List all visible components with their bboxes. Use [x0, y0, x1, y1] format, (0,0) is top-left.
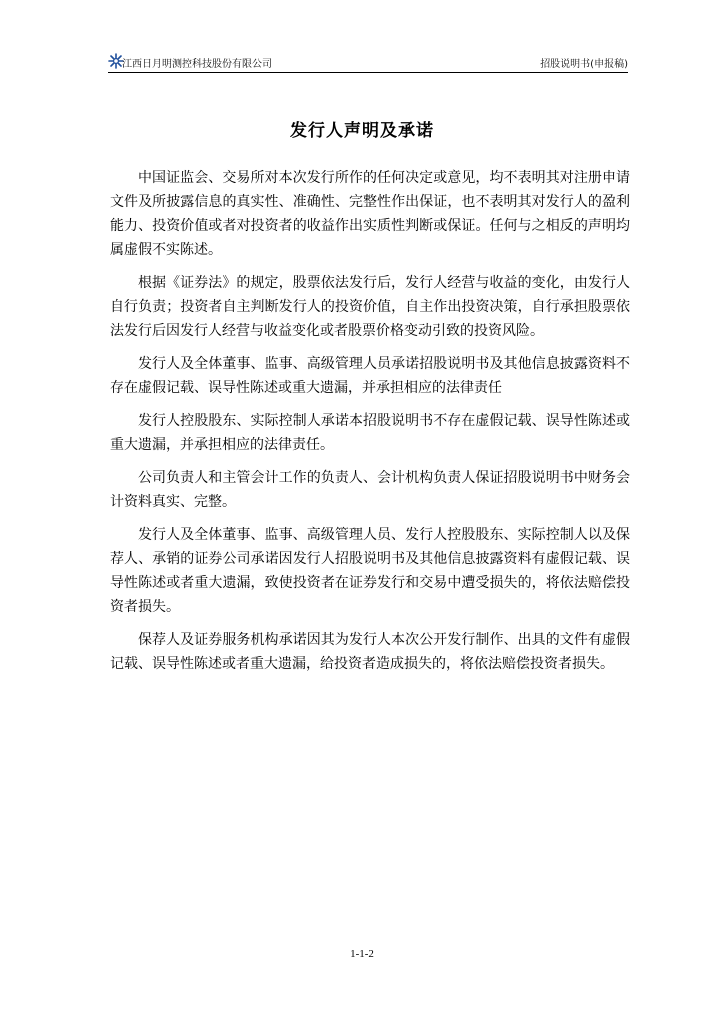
- paragraph-accounting-guarantee: 公司负责人和主管会计工作的负责人、会计机构负责人保证招股说明书中财务会计资料真实、完整。: [110, 470, 630, 510]
- page-header: [108, 50, 628, 73]
- paragraph-sponsor-commitment: 保荐人及证券服务机构承诺因其为发行人本次公开发行制作、出具的文件有虚假记载、误导性陈述或者重大遗漏，给投资者造成损失的，将依法赔偿投资者损失。: [110, 632, 630, 672]
- paragraph-regulator-disclaimer: 中国证监会、交易所对本次发行所作的任何决定或意见，均不表明其对注册申请文件及所披露信息的真实性、准确性、完整性作出保证，也不表明其对发行人的盈利能力、投资价值或者对投资者的收益作出实质性判断或保证。任何与之相反的声明均属虚假不实陈述。: [110, 170, 630, 258]
- company-name: 江西日月明测控科技股份有限公司: [122, 59, 272, 70]
- page-title: 发行人声明及承诺: [290, 121, 434, 141]
- paragraph-board-commitment: 发行人及全体董事、监事、高级管理人员承诺招股说明书及其他信息披露资料不存在虚假记载、误导性陈述或重大遗漏，并承担相应的法律责任: [110, 356, 630, 396]
- paragraph-securities-law: 根据《证券法》的规定，股票依法发行后，发行人经营与收益的变化，由发行人自行负责；投资者自主判断发行人的投资价值，自主作出投资决策，自行承担股票依法发行后因发行人经营与收益变化或者股票价格变动引致的投资风险。: [110, 275, 630, 339]
- document-type: 招股说明书(申报稿): [540, 59, 628, 70]
- page-number: 1-1-2: [350, 948, 374, 960]
- paragraph-controller-commitment: 发行人控股股东、实际控制人承诺本招股说明书不存在虚假记载、误导性陈述或重大遗漏，并承担相应的法律责任。: [110, 413, 630, 453]
- declaration-body: [110, 166, 630, 685]
- paragraph-compensation-commitment: 发行人及全体董事、监事、高级管理人员、发行人控股股东、实际控制人以及保荐人、承销的证券公司承诺因发行人招股说明书及其他信息披露资料有虚假记载、误导性陈述或者重大遗漏，致使投资者在证券发行和交易中遭受损失的，将依法赔偿投资者损失。: [110, 527, 630, 615]
